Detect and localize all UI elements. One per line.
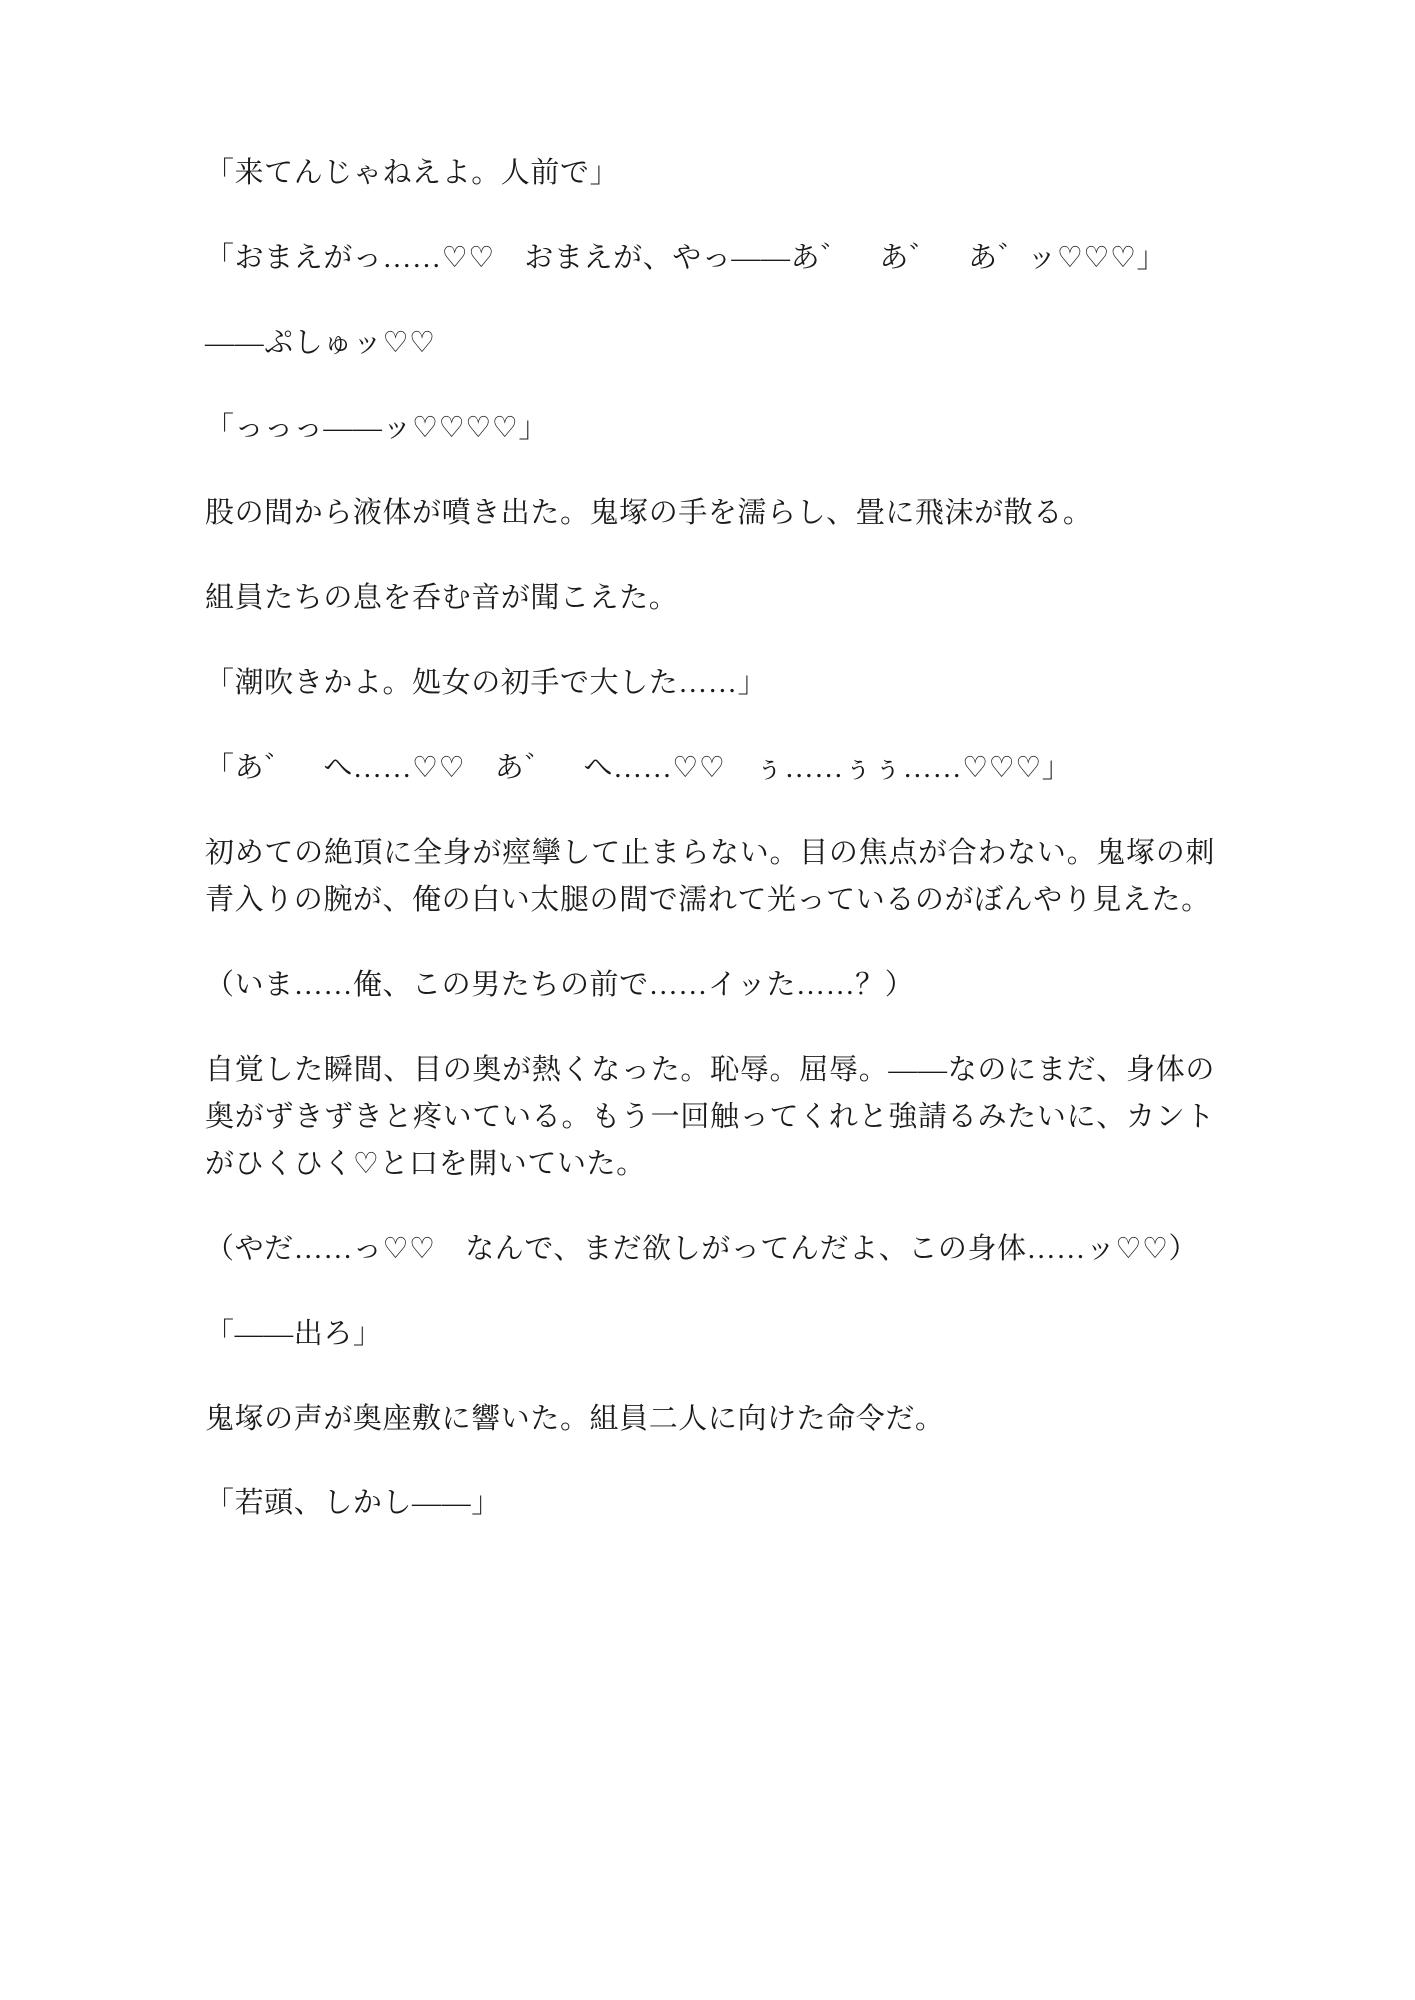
paragraph: 「おまえがっ……♡♡ おまえが、やっ――あ゛ あ゛ あ゛ッ♡♡♡」 [205, 241, 1167, 274]
paragraph: 「っっっ――ッ♡♡♡♡」 [205, 411, 548, 444]
paragraph: 「あ゛ へ……♡♡ あ゛ へ……♡♡ ぅ……ぅぅ……♡♡♡」 [205, 751, 1072, 784]
paragraph: 鬼塚の声が奥座敷に響いた。組員二人に向けた命令だ。 [205, 1402, 945, 1435]
paragraph: 「来てんじゃねえよ。人前で」 [205, 157, 620, 189]
paragraph: （いま……俺、この男たちの前で……イッた……？） [205, 968, 915, 1001]
paragraph: 股の間から液体が噴き出た。鬼塚の手を濡らし、畳に飛沫が散る。 [205, 496, 1093, 529]
paragraph: 「――出ろ」 [205, 1317, 383, 1350]
paragraph: （やだ……っ♡♡ なんで、まだ欲しがってんだよ、この身体……ッ♡♡） [205, 1232, 1199, 1265]
paragraph: 初めての絶頂に全身が痙攣して止まらない。目の焦点が合わない。鬼塚の刺青入りの腕が、俺の白い太腿の間で濡れて光っているのがぼんやり見えた。 [205, 836, 1215, 916]
paragraph: ――ぷしゅッ♡♡ [205, 326, 436, 359]
paragraph: 組員たちの息を呑む音が聞こえた。 [205, 581, 679, 614]
paragraph: 「若頭、しかし――」 [205, 1487, 501, 1520]
page-text-body [205, 150, 1215, 1565]
paragraph: 自覚した瞬間、目の奥が熱くなった。恥辱。屈辱。――なのにまだ、身体の奥がずきずきと疼いている。もう一回触ってくれと強請るみたいに、カントがひくひく♡と口を開いていた。 [205, 1053, 1215, 1180]
paragraph: 「潮吹きかよ。処女の初手で大した……」 [205, 666, 768, 699]
